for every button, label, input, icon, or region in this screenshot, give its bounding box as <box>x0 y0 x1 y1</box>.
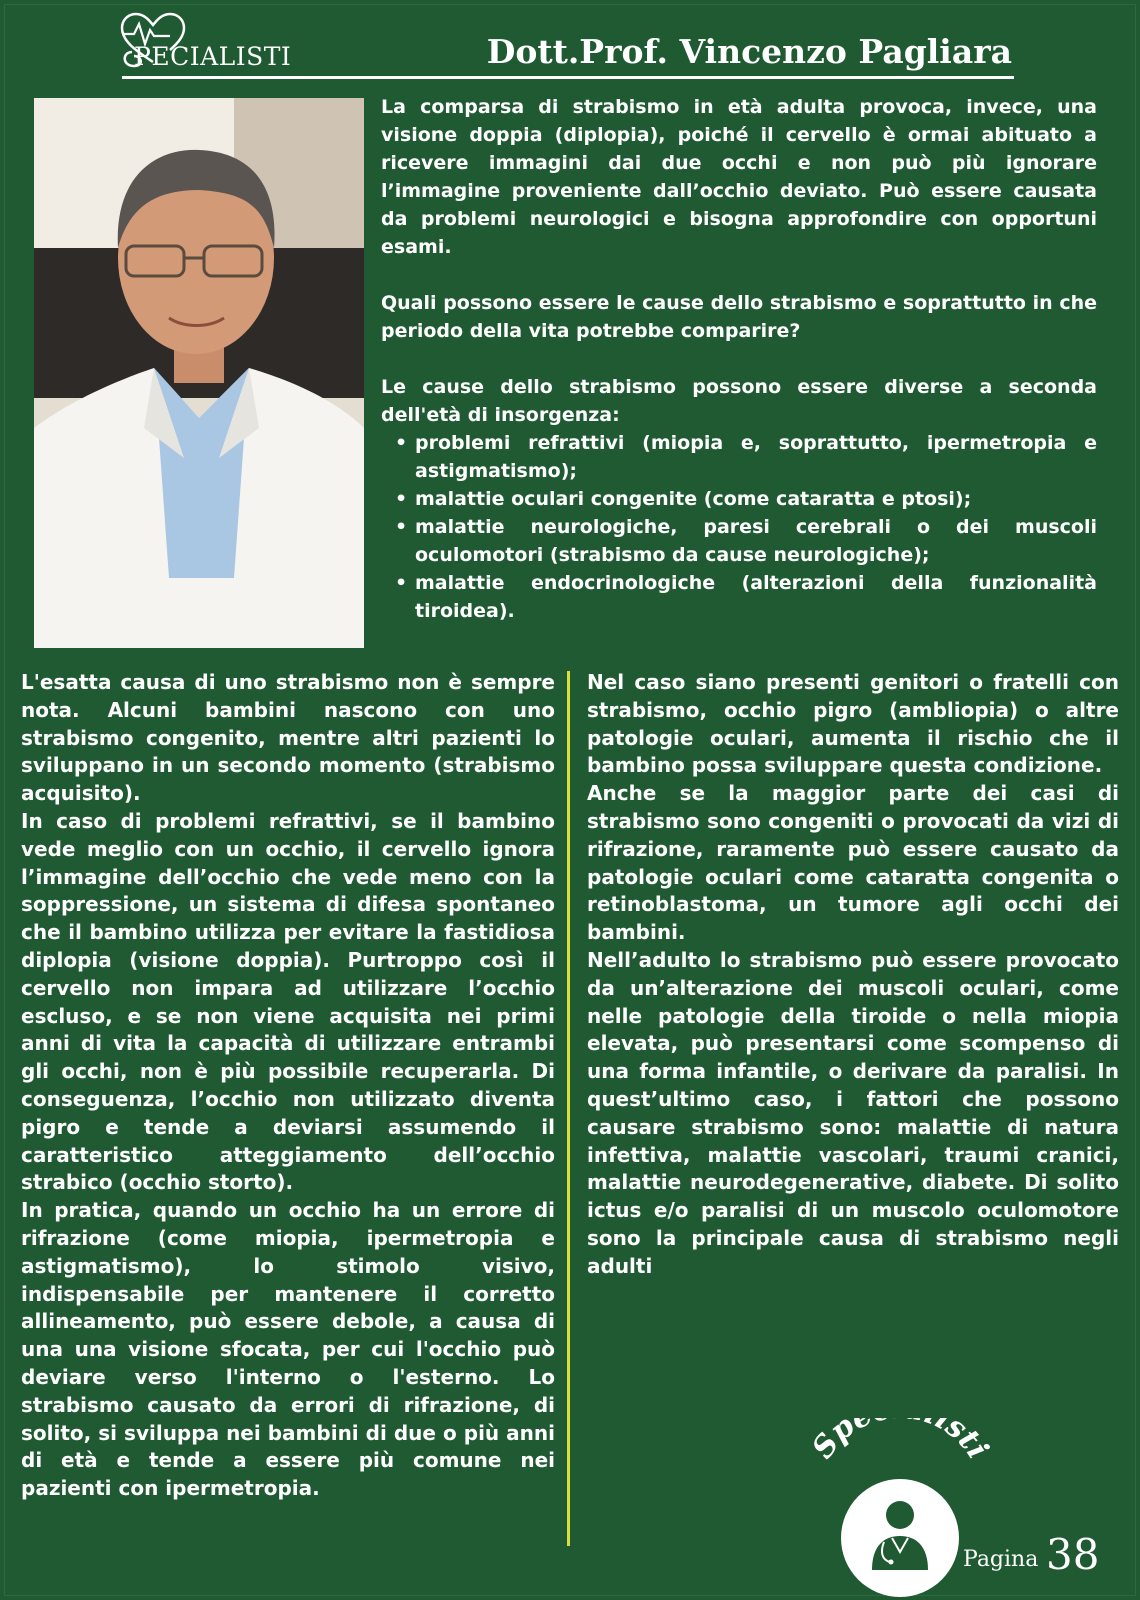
header <box>118 12 1018 82</box>
right-paragraph: Nel caso siano presenti genitori o fratelli con strabismo, occhio pigro (ambliopia) o altre patologie oculari, aumenta il rischio che il bambino possa sviluppare questa condizione. <box>587 670 1119 778</box>
badge-text-path: Sp isti <box>805 1418 996 1466</box>
doctor-portrait-illustration <box>34 98 364 648</box>
column-divider <box>567 671 570 1546</box>
list-item: • malattie neurologiche, paresi cerebrali o dei muscoli oculomotori (strabismo da cause neurologiche); <box>393 513 1097 569</box>
left-paragraph: L'esatta causa di uno strabismo non è sempre nota. Alcuni bambini nascono con uno strabismo congenito, mentre altri pazienti lo sviluppano in un secondo momento (strabismo acquisito). <box>21 670 555 806</box>
right-column <box>587 669 1119 1281</box>
page-number: 38 <box>1046 1530 1100 1579</box>
left-paragraph: In caso di problemi refrattivi, se il bambino vede meglio con un occhio, il cervello ignora l’immagine dell’occhio che vede meno con la soppressione, un sistema di difesa spontaneo che il bambino utilizza per evitare la fastidiosa diplopia (visione doppia). Purtroppo così il cervello non impara ad utilizzare l’occhio escluso, e se non viene acquisita nei primi anni di vita la capacità di utilizzare entrambi gli occhi, non è più possibile recuperarla. Di conseguenza, l’occhio non utilizzato diventa pigro e tende a deviarsi assumendo il caratteristico atteggiamento dell’occhio strabico (occhio storto). <box>21 808 555 1195</box>
author-name: Dott.Prof. Vincenzo Pagliara <box>486 32 1012 71</box>
page-label: Pagina <box>963 1547 1039 1572</box>
intro-question: Quali possono essere le cause dello strabismo e soprattutto in che periodo della vita potrebbe comparire? <box>381 292 1097 342</box>
list-item: • malattie oculari congenite (come cataratta e ptosi); <box>393 485 1097 513</box>
left-paragraph: In pratica, quando un occhio ha un errore di rifrazione (come miopia, ipermetropia e astigmatismo), lo stimolo visivo, indispensabile per mantenere il corretto allineamento, può essere debole, a causa di una una visione sfocata, per cui l'occhio può deviare verso l'interno o l'esterno. Lo strabismo causato da errori di rifrazione, di solito, si sviluppa nei bambini di due o più anni di età e tende a essere più comune nei pazienti con ipermetropia. <box>21 1198 555 1501</box>
list-item: • malattie endocrinologiche (alterazioni della funzionalità tiroidea). <box>393 569 1097 625</box>
brand-name: PECIALISTI <box>134 42 292 71</box>
list-item: • problemi refrattivi (miopia e, soprattutto, ipermetropia e astigmatismo); <box>393 429 1097 485</box>
doctor-portrait <box>34 98 364 648</box>
right-paragraph: Nell’adulto lo strabismo può essere provocato da un’alterazione dei muscoli oculari, come nelle patologie della tiroide o nella miopia elevata, può presentarsi come scompenso di una forma infantile, o derivare da paralisi. In quest’ultimo caso, i fattori che possono causare strabismo sono: malattie di natura infettiva, malattie vascolari, traumi cranici, malattie neurodegenerative, diabete. Di solito ictus e/o paralisi di un muscolo oculomotore sono la principale causa di strabismo negli adulti <box>587 947 1119 1278</box>
header-rule <box>122 76 1014 79</box>
intro-paragraph: La comparsa di strabismo in età adulta provoca, invece, una visione doppia (diplopia), poiché il cervello è ormai abituato a ricevere immagini dai due occhi e non può più ignorare l’immagine proveniente dall’occhio deviato. Può essere causata da problemi neurologici e bisogna approfondire con opportuni esami. <box>381 96 1097 258</box>
brand-logo <box>118 12 318 76</box>
causes-list <box>393 429 1097 625</box>
right-paragraph: Anche se la maggior parte dei casi di strabismo sono congeniti o provocati da vizi di rifrazione, raramente può essere causato da patologie oculari come cataratta congenita o retinoblastoma, un tumore agli occhi dei bambini. <box>587 781 1119 945</box>
intro-causes: Le cause dello strabismo possono essere diverse a seconda dell'età di insorgenza: <box>381 376 1097 426</box>
left-column <box>21 669 555 1503</box>
intro-text <box>381 93 1097 625</box>
badge-text <box>805 1418 995 1465</box>
